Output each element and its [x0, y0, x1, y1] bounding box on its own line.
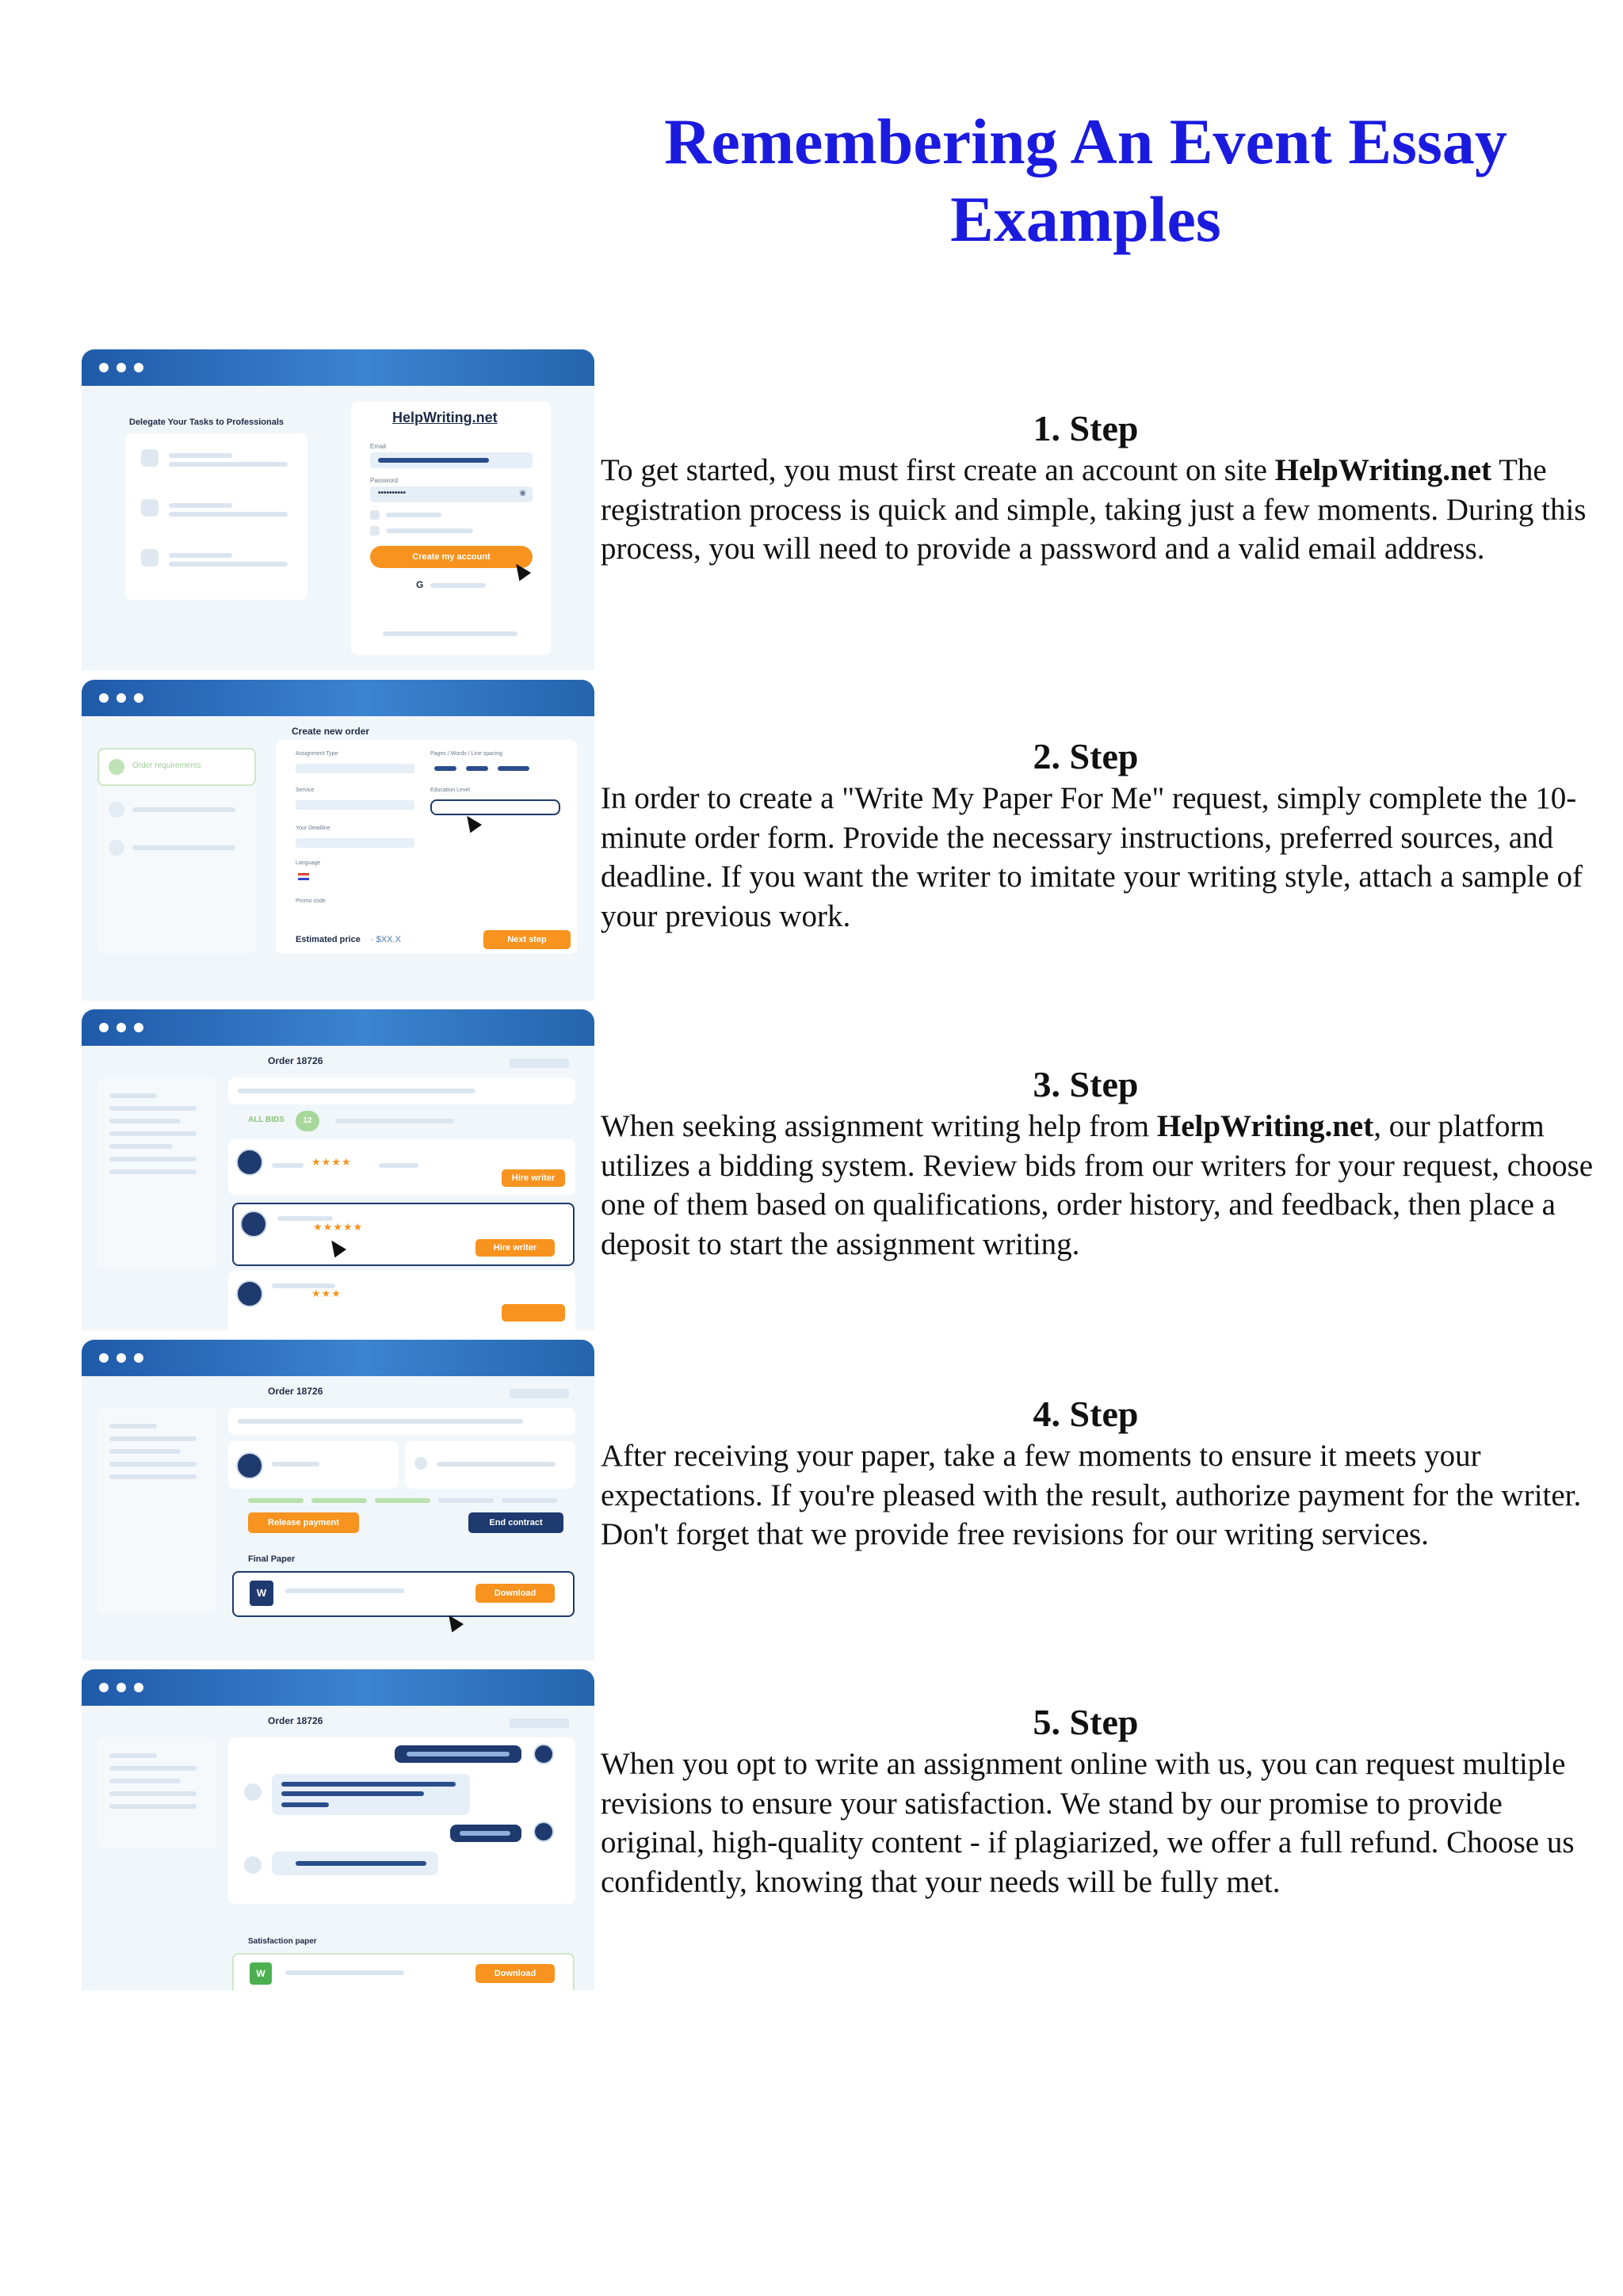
window-dot-icon — [99, 693, 109, 703]
all-bids-label: ALL BIDS — [248, 1116, 285, 1124]
step-text-part: To get started, you must first create an account on site — [601, 453, 1275, 487]
step-icon — [109, 840, 124, 856]
window-dot-icon — [99, 1023, 109, 1032]
progress-segment — [438, 1498, 494, 1503]
order-form — [276, 740, 577, 954]
placeholder-line — [109, 1791, 197, 1796]
signup-card — [351, 402, 551, 655]
window-dot-icon — [99, 363, 109, 372]
step-heading: 3. Step — [1033, 1064, 1139, 1104]
delegate-heading: Delegate Your Tasks to Professionals — [129, 418, 285, 427]
create-account-button[interactable]: Create my account — [370, 546, 533, 568]
placeholder-line — [272, 1462, 319, 1466]
placeholder-line — [386, 513, 441, 517]
placeholder-line — [109, 1753, 157, 1758]
browser-bar — [82, 680, 594, 716]
progress-segment — [311, 1498, 367, 1503]
window-dot-icon — [116, 1023, 126, 1032]
placeholder-line — [285, 1970, 404, 1975]
progress-segment — [375, 1498, 430, 1503]
education-select[interactable] — [430, 799, 560, 815]
window-dot-icon — [134, 1023, 143, 1032]
step-text — [601, 1107, 1599, 1264]
placeholder-line — [169, 553, 232, 558]
release-payment-button[interactable]: Release payment — [248, 1512, 359, 1533]
placeholder-line — [281, 1782, 456, 1787]
placeholder-line — [238, 1419, 523, 1424]
progress-segment — [248, 1498, 304, 1503]
browser-bar — [82, 1340, 594, 1376]
step-text: After receiving your paper, take a few moments to ensure it meets your expectations. If you're pleased with the result, authorize payment for the writer. Don't forget that we provide free revisions for our writing services. — [601, 1439, 1582, 1551]
create-order-heading: Create new order — [292, 726, 370, 737]
order-number: Order 18726 — [268, 1715, 323, 1726]
placeholder-line — [109, 1119, 181, 1123]
placeholder-line — [272, 1163, 304, 1168]
step-heading: 4. Step — [1033, 1394, 1139, 1434]
placeholder-line — [109, 1106, 197, 1111]
placeholder-line — [169, 453, 232, 458]
order-number: Order 18726 — [268, 1055, 323, 1066]
writer-avatar — [533, 1821, 554, 1842]
helpwriting-logo: HelpWriting.net — [392, 410, 498, 425]
step-text: In order to create a "Write My Paper For Me" request, simply complete the 10-minute order form. Provide the necessary instructions, preferred sources, and deadline. If you want the writer to imitate your writing style, attach a sample of your previous work. — [601, 781, 1583, 933]
placeholder-line — [109, 1169, 197, 1174]
window-dot-icon — [99, 1353, 109, 1363]
placeholder-line — [109, 1131, 197, 1136]
page-title: Remembering An Event Essay Examples — [664, 105, 1507, 255]
deadline-date[interactable] — [296, 838, 414, 848]
window-dot-icon — [116, 363, 126, 372]
writer-card — [228, 1441, 399, 1489]
writer-avatar — [236, 1149, 263, 1176]
window-dot-icon — [134, 1353, 143, 1363]
placeholder-line — [238, 1089, 475, 1093]
checkbox[interactable] — [370, 510, 380, 520]
order-steps-sidebar — [97, 748, 256, 954]
step-heading: 1. Step — [1033, 408, 1139, 448]
window-dot-icon — [116, 1353, 126, 1363]
email-value — [378, 458, 489, 463]
final-paper-file[interactable] — [232, 1571, 575, 1617]
email-field[interactable] — [370, 452, 533, 468]
placeholder-line — [109, 1157, 197, 1161]
writer-avatar — [236, 1452, 263, 1479]
placeholder-line — [386, 528, 473, 533]
placeholder-line — [383, 631, 517, 636]
download-button[interactable]: Download — [475, 1584, 555, 1603]
writer-avatar — [533, 1744, 554, 1764]
assignment-type-label: Assignment Type — [296, 751, 338, 757]
email-label: Email — [370, 443, 387, 450]
eye-icon[interactable]: ◉ — [519, 489, 526, 498]
password-field[interactable] — [370, 486, 533, 502]
password-mask: •••••••••• — [378, 489, 407, 498]
placeholder-line — [109, 1474, 197, 1479]
deadline-label: Your Deadline — [296, 826, 330, 831]
placeholder-line — [335, 1119, 454, 1123]
window-dot-icon — [99, 1683, 109, 1692]
feature-icon — [141, 449, 158, 467]
next-step-button[interactable]: Next step — [483, 930, 571, 949]
end-contract-button[interactable]: End contract — [468, 1512, 563, 1533]
step-text: When you opt to write an assignment online with us, you can request multiple revisions to ensure your satisfaction. We stand by our promise to provide original, high-quality content - if plagiarized, we offer a full refund. Choose us confidently, knowing that your needs will be fully met. — [601, 1747, 1575, 1899]
screenshot-order-form — [82, 680, 594, 1001]
window-dot-icon — [134, 363, 143, 372]
placeholder-line — [109, 1462, 197, 1466]
screenshot-final-paper — [82, 1340, 594, 1661]
chat-bubble-incoming — [272, 1852, 438, 1875]
pages-stepper[interactable] — [434, 766, 456, 771]
sidebar-item-label: Order requirements — [132, 761, 201, 770]
step-icon — [109, 802, 124, 818]
step-text — [601, 451, 1599, 569]
placeholder-line — [281, 1802, 329, 1807]
placeholder-line — [109, 1144, 173, 1149]
order-summary-row — [228, 1408, 575, 1435]
customer-avatar — [244, 1783, 262, 1801]
password-label: Password — [370, 477, 399, 484]
estimated-price-label: Estimated price — [296, 935, 361, 944]
placeholder-line — [169, 503, 232, 508]
window-dot-icon — [116, 1683, 126, 1692]
info-icon — [414, 1457, 427, 1470]
window-dot-icon — [134, 693, 143, 703]
hire-writer-button[interactable]: Hire writer — [502, 1169, 565, 1187]
details-card — [405, 1441, 575, 1489]
browser-bar — [82, 349, 594, 386]
words-stepper[interactable] — [466, 766, 488, 771]
order-sidebar — [97, 1077, 216, 1268]
rating-stars: ★★★★★ — [313, 1222, 364, 1234]
window-dot-icon — [116, 693, 126, 703]
screenshot-revisions — [82, 1669, 594, 1990]
helpwriting-link[interactable]: HelpWriting.net — [1274, 453, 1492, 487]
status-pill — [510, 1058, 569, 1068]
service-label: Service — [296, 788, 315, 793]
word-file-icon: W — [250, 1581, 273, 1606]
chat-thread — [228, 1737, 575, 1904]
hire-writer-button[interactable]: Hire writer — [475, 1239, 555, 1257]
service-select[interactable] — [296, 800, 414, 810]
feature-icon — [141, 499, 158, 517]
status-pill — [510, 1389, 569, 1398]
education-label: Education Level — [430, 788, 470, 793]
placeholder-line — [379, 1163, 418, 1168]
language-label: Language — [296, 860, 321, 866]
satisfaction-paper-label: Satisfaction paper — [248, 1937, 317, 1946]
bid-row[interactable] — [228, 1139, 575, 1195]
feature-icon — [141, 549, 158, 566]
placeholder-line — [281, 1791, 424, 1796]
order-sidebar — [97, 1408, 216, 1614]
flag-icon[interactable] — [298, 873, 309, 880]
placeholder-line — [109, 1766, 197, 1771]
placeholder-line — [132, 845, 235, 850]
sidebar-item-requirements[interactable] — [97, 748, 256, 786]
order-sidebar — [97, 1737, 216, 1848]
placeholder-line — [296, 1861, 426, 1866]
feature-list — [125, 433, 307, 600]
download-button[interactable]: Download — [475, 1964, 555, 1983]
placeholder-line — [430, 583, 486, 588]
customer-avatar — [244, 1856, 262, 1874]
browser-bar — [82, 1669, 594, 1706]
placeholder-line — [109, 1093, 157, 1098]
word-file-icon: W — [250, 1962, 272, 1985]
browser-bar — [82, 1009, 594, 1046]
progress-segment — [502, 1498, 557, 1503]
step-heading: 2. Step — [1033, 736, 1139, 776]
chat-bubble-outgoing — [395, 1745, 521, 1763]
chat-bubble-outgoing — [450, 1825, 521, 1842]
placeholder-line — [277, 1216, 333, 1221]
chat-bubble-incoming — [272, 1774, 470, 1815]
cursor-icon — [326, 1237, 346, 1258]
placeholder-line — [169, 512, 288, 517]
estimated-price-value: · $XX.X — [371, 935, 401, 944]
placeholder-line — [109, 1424, 157, 1428]
final-paper-label: Final Paper — [248, 1554, 296, 1564]
rating-stars: ★★★ — [311, 1288, 342, 1300]
placeholder-line — [169, 462, 288, 467]
step-heading: 5. Step — [1033, 1702, 1139, 1742]
step-icon — [109, 759, 124, 775]
placeholder-line — [460, 1831, 510, 1836]
window-dot-icon — [134, 1683, 143, 1692]
screenshot-signup — [82, 349, 594, 670]
placeholder-line — [437, 1462, 556, 1466]
satisfaction-paper-file[interactable] — [232, 1953, 575, 1990]
placeholder-line — [109, 1779, 181, 1783]
placeholder-line — [109, 1804, 197, 1809]
checkbox[interactable] — [370, 526, 380, 536]
bid-row[interactable] — [228, 1271, 575, 1330]
rating-stars: ★★★★ — [311, 1157, 352, 1169]
placeholder-line — [132, 807, 235, 812]
placeholder-line — [169, 562, 288, 566]
order-summary-row — [228, 1077, 575, 1104]
step-text-part: , our platform utilizes a bidding system. Review bids from our writers for your request, choose one of them based on qualifications, order history, and feedback, then place a deposit to start the assignment writing. — [601, 1109, 1594, 1261]
placeholder-line — [285, 1589, 404, 1593]
step-text-part: The registration process is quick and simple, taking just a few moments. During this process, you will need to provide a password and a valid email address. — [601, 453, 1587, 566]
order-number: Order 18726 — [268, 1386, 323, 1397]
writer-avatar — [240, 1211, 267, 1238]
spacing-stepper[interactable] — [498, 766, 529, 771]
assignment-type-select[interactable] — [296, 764, 414, 773]
placeholder-line — [407, 1752, 510, 1756]
screenshot-bids — [82, 1009, 594, 1330]
promo-label: Promo code — [296, 898, 326, 904]
helpwriting-link[interactable]: HelpWriting.net — [1156, 1109, 1374, 1143]
hire-writer-button[interactable] — [502, 1304, 565, 1322]
bids-count-badge: 12 — [296, 1111, 319, 1131]
status-pill — [510, 1718, 569, 1728]
placeholder-line — [109, 1436, 197, 1441]
bid-row-selected[interactable] — [232, 1203, 575, 1266]
step-text-part: When seeking assignment writing help from — [601, 1109, 1157, 1143]
pages-label: Pages / Words / Line spacing — [430, 751, 502, 757]
google-icon[interactable]: G — [416, 579, 424, 590]
writer-avatar — [236, 1280, 263, 1307]
placeholder-line — [109, 1449, 181, 1454]
